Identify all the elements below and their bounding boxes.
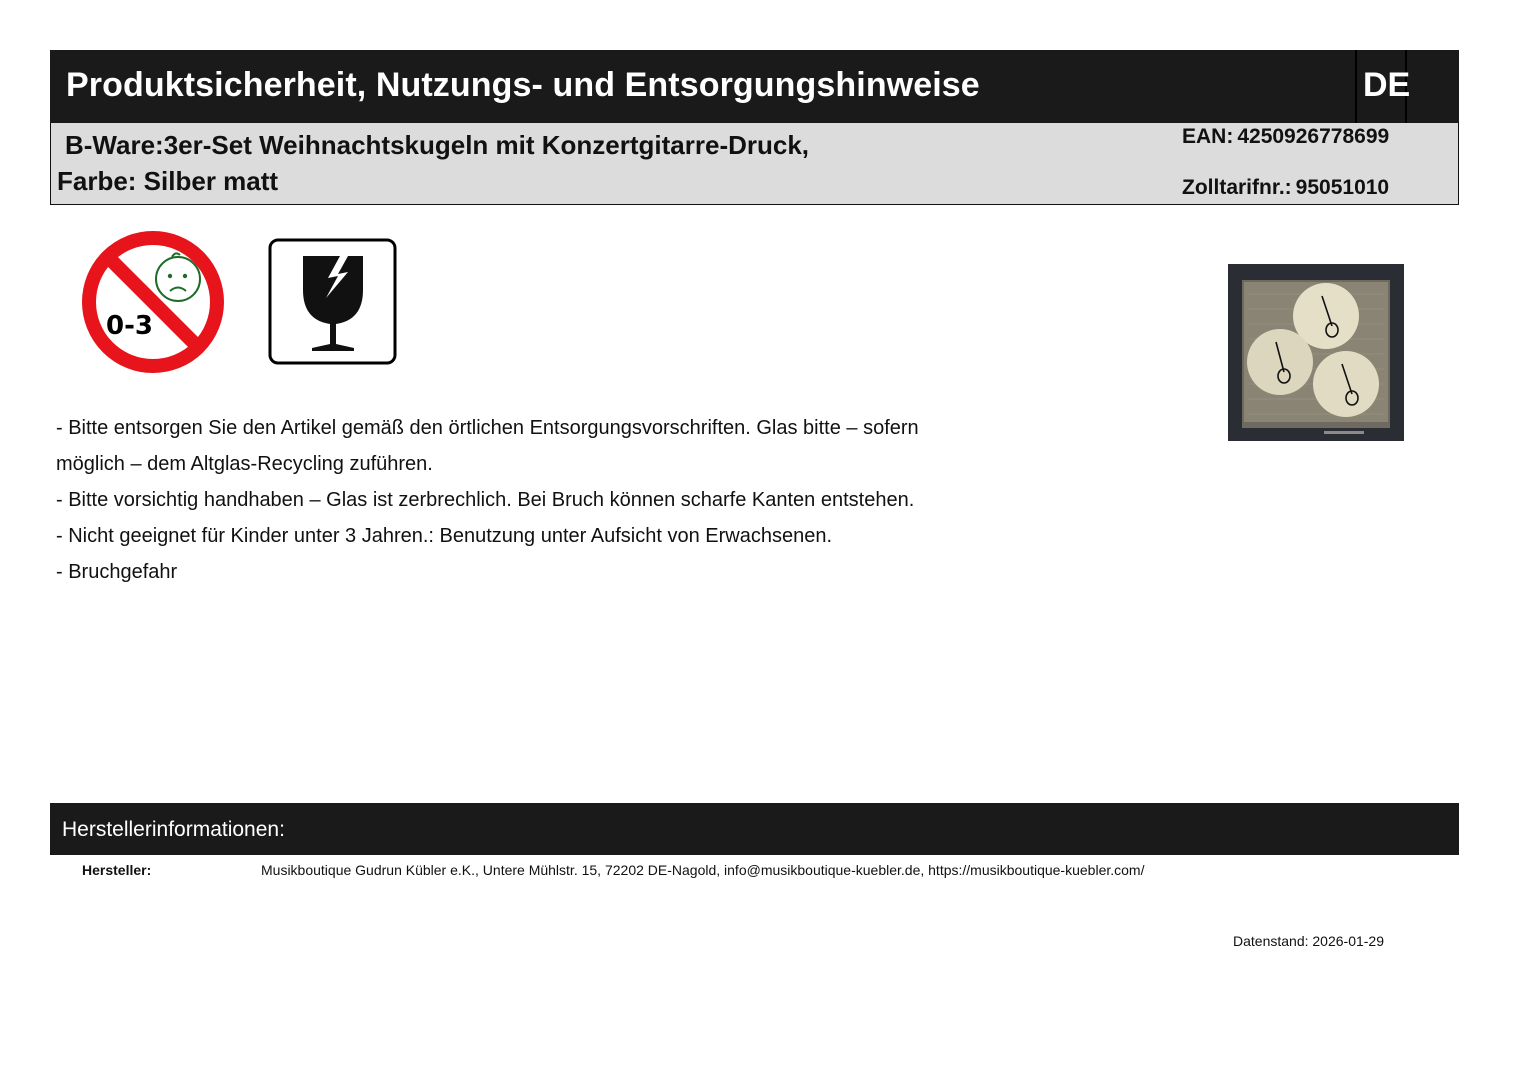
note-line: - Bruchgefahr (56, 561, 178, 583)
customs-value: 95051010 (1295, 176, 1390, 199)
note-line: - Bitte vorsichtig handhaben – Glas ist zerbrechlich. Bei Bruch können scharfe Kanten entstehen. (56, 489, 915, 511)
customs-label: Zolltarifnr.: (1182, 176, 1292, 199)
manufacturer-details: Musikboutique Gudrun Kübler e.K., Untere Mühlstr. 15, 72202 DE-Nagold, info@musikboutique-kuebler.de, https://musikboutique-kuebler.com/ (261, 862, 1145, 878)
data-date: Datenstand: 2026-01-29 (1233, 933, 1384, 949)
note-line: - Nicht geeignet für Kinder unter 3 Jahren.: Benutzung unter Aufsicht von Erwachsenen. (56, 525, 833, 547)
ean-info (1182, 125, 1389, 149)
note-line: möglich – dem Altglas-Recycling zuführen. (56, 453, 433, 475)
product-info-bar (50, 123, 1459, 205)
age-range-label: 0-3 (106, 311, 153, 341)
language-box (1355, 50, 1411, 123)
product-name-line1: B-Ware:3er-Set Weihnachtskugeln mit Konzertgitarre-Druck, (65, 130, 810, 160)
manufacturer-section-header (50, 803, 1459, 855)
manufacturer-section-title: Herstellerinformationen: (62, 818, 285, 841)
ean-label: EAN: (1182, 125, 1234, 148)
page-title: Produktsicherheit, Nutzungs- und Entsorgungshinweise (66, 66, 980, 104)
fragile-glass-icon (268, 238, 398, 366)
product-image (1228, 264, 1404, 441)
language-code: DE (1363, 66, 1411, 104)
manufacturer-label: Hersteller: (82, 862, 152, 878)
safety-notes (56, 410, 1056, 590)
product-name-line2: Farbe: Silber matt (57, 166, 279, 196)
customs-info (1182, 176, 1389, 200)
ean-value: 4250926778699 (1237, 125, 1390, 148)
not-for-children-0-3-icon (80, 229, 226, 375)
header-bar (50, 50, 1459, 123)
note-line: - Bitte entsorgen Sie den Artikel gemäß den örtlichen Entsorgungsvorschriften. Glas bitte – sofern (56, 417, 919, 439)
